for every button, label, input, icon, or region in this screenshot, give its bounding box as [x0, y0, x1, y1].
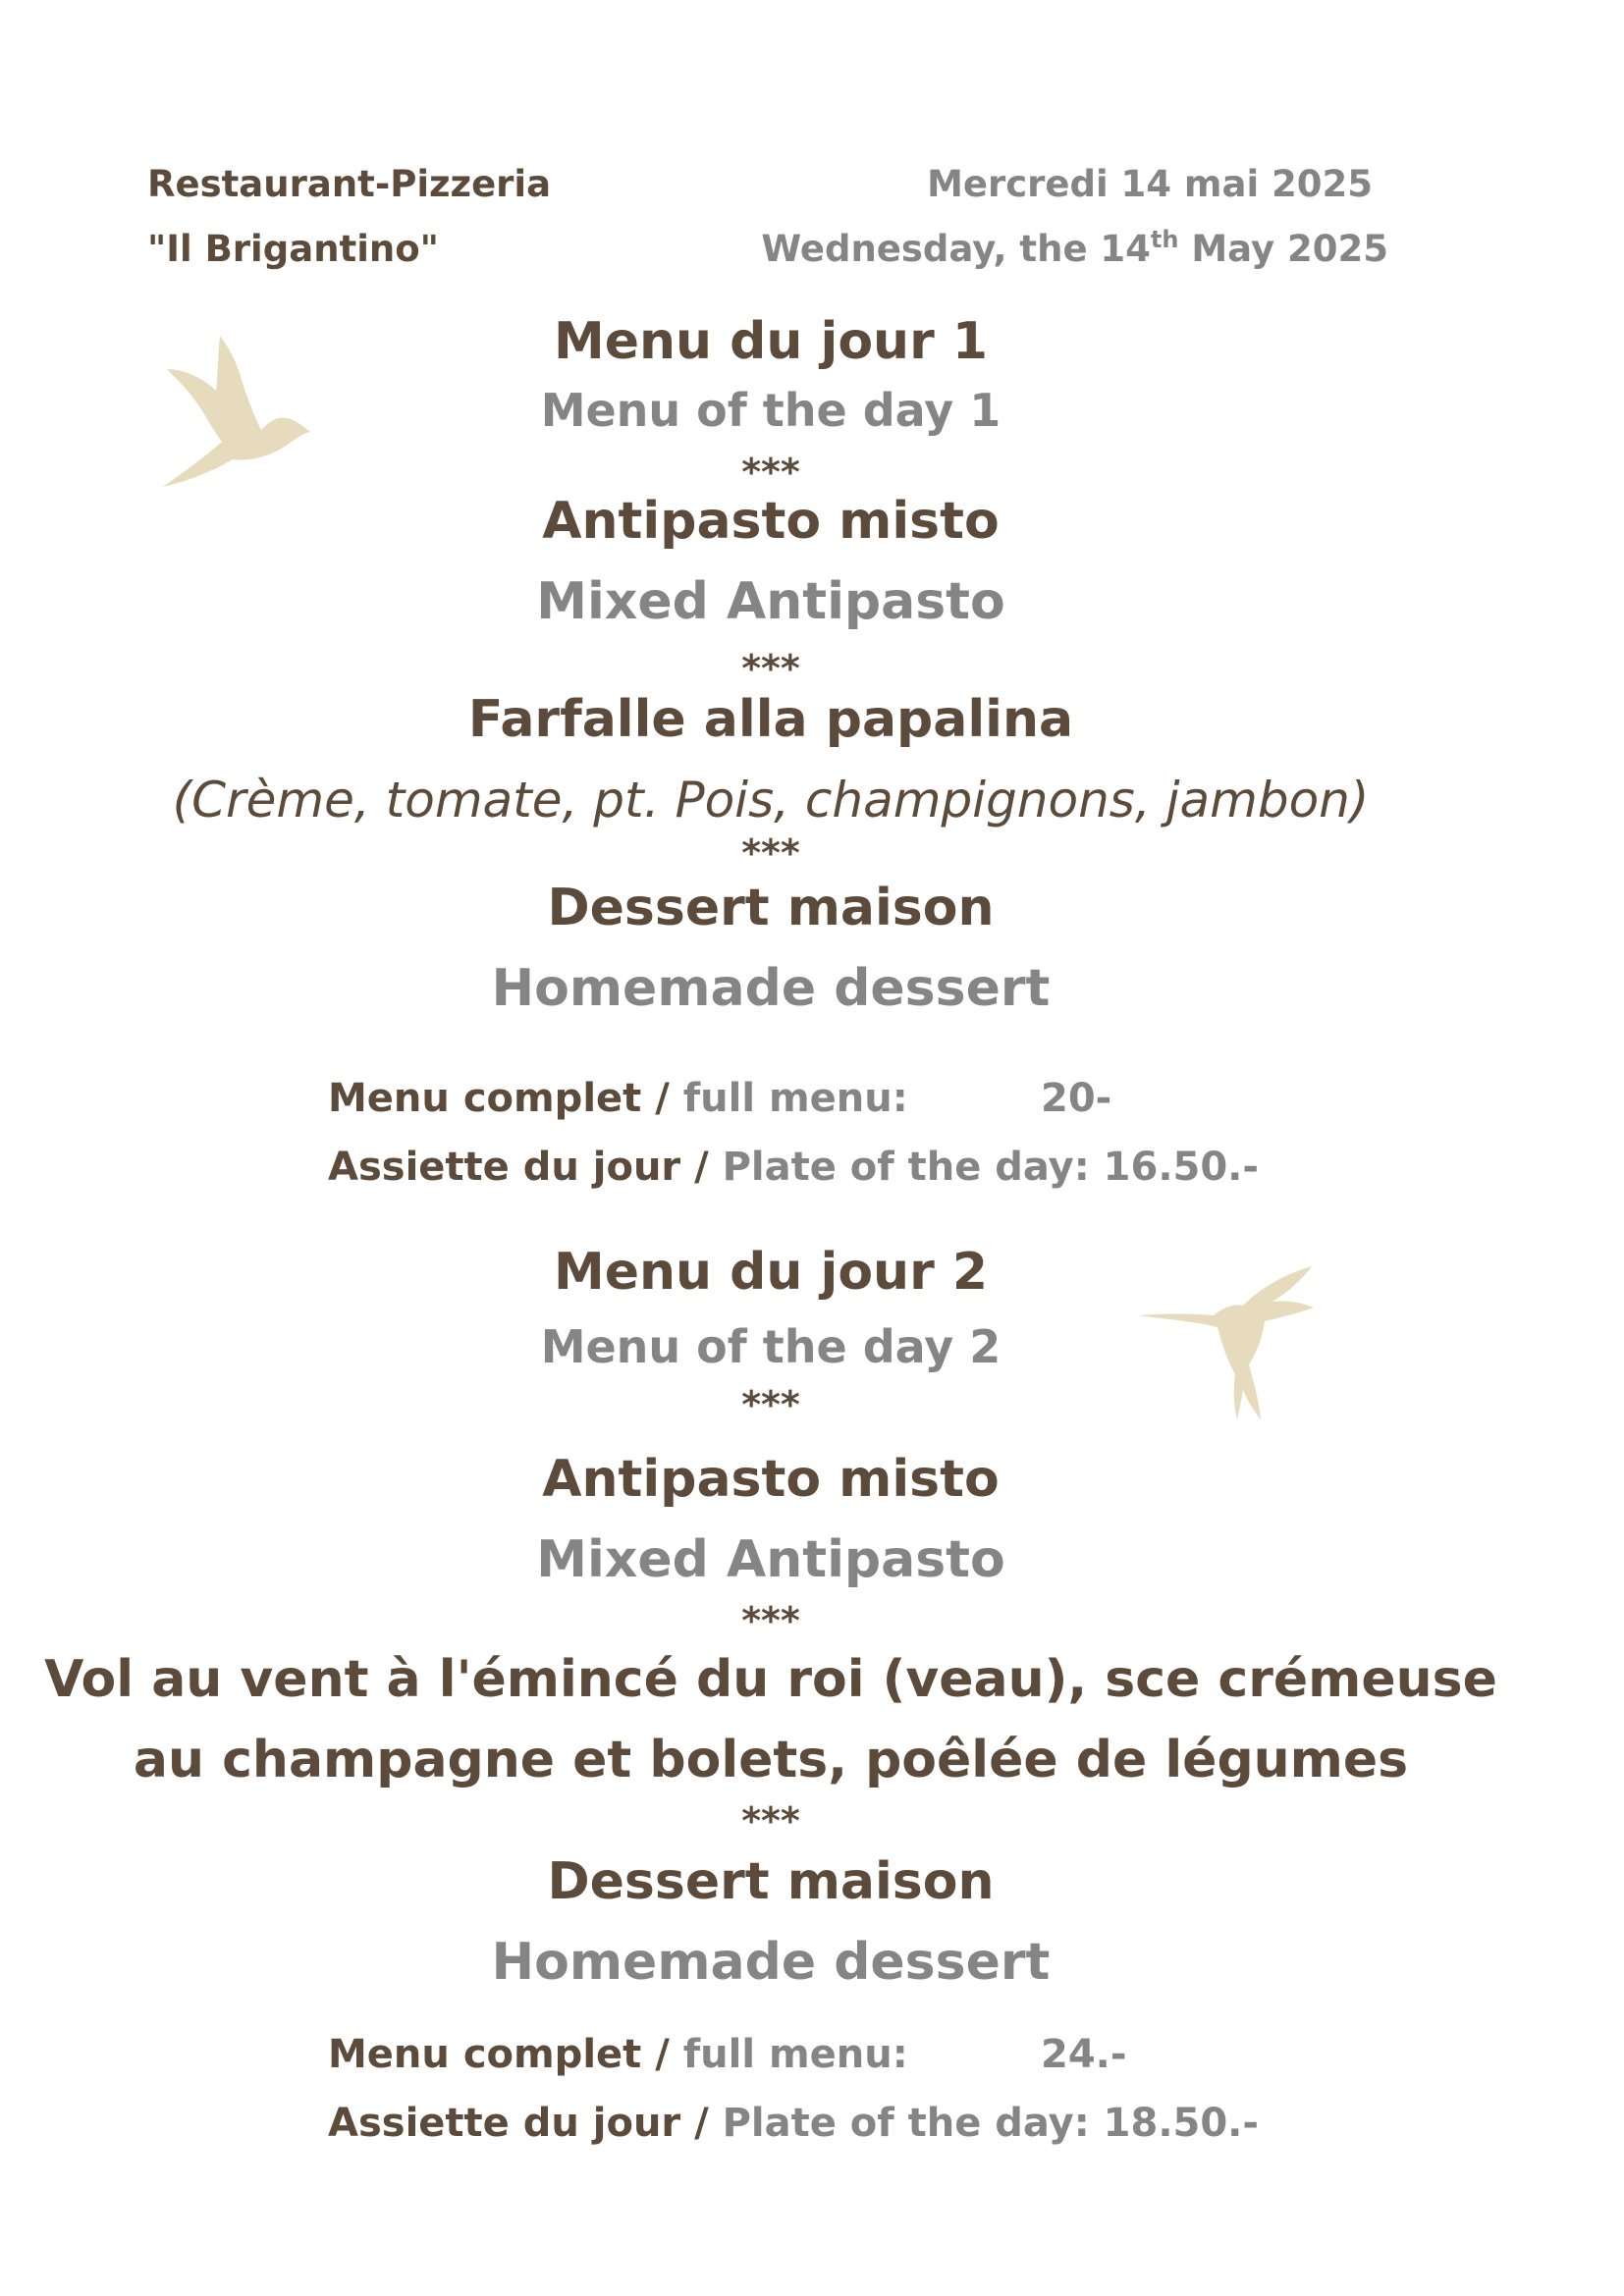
menu2-title-fr: Menu du jour 2: [554, 1243, 988, 1302]
menu2-starter-en: Mixed Antipasto: [536, 1530, 1005, 1589]
separator: ***: [741, 831, 800, 875]
menu1-full-price-row: [328, 1074, 908, 1123]
menu2-main-line1: Vol au vent à l'émincé du roi (veau), sce crémeuse: [44, 1650, 1497, 1709]
full-menu-label-en: full menu:: [682, 2032, 908, 2077]
full-menu-label-fr: Menu complet /: [328, 2032, 683, 2077]
menu2-full-price: 24.-: [1041, 2032, 1127, 2077]
date-french: Mercredi 14 mai 2025: [927, 163, 1373, 205]
menu2-main-line2: au champagne et bolets, poêlée de légumes: [133, 1731, 1409, 1789]
plate-label-en: Plate of the day:: [722, 1145, 1104, 1190]
separator: ***: [741, 647, 800, 690]
menu2-dessert-en: Homemade dessert: [491, 1933, 1051, 1992]
full-menu-label-en: full menu:: [682, 1076, 908, 1121]
plate-label-fr: Assiette du jour /: [328, 1145, 723, 1190]
menu2-full-price-row: [328, 2030, 908, 2079]
menu2-plate-price: 18.50.-: [1103, 2101, 1259, 2146]
restaurant-type: Restaurant-Pizzeria: [147, 163, 552, 205]
restaurant-name: "Il Brigantino": [147, 228, 439, 270]
full-menu-label-fr: Menu complet /: [328, 1076, 683, 1121]
menu2-plate-price-row: [328, 2099, 1259, 2148]
date-english: Wednesday, the 14th May 2025: [761, 226, 1388, 270]
plate-label-fr: Assiette du jour /: [328, 2101, 723, 2146]
menu1-title-fr: Menu du jour 1: [554, 312, 988, 371]
separator: ***: [741, 1799, 800, 1842]
menu1-starter-fr: Antipasto misto: [542, 492, 1000, 551]
menu2-starter-fr: Antipasto misto: [542, 1450, 1000, 1509]
menu1-dessert-fr: Dessert maison: [547, 879, 995, 937]
menu1-main-fr: Farfalle alla papalina: [467, 690, 1074, 749]
menu1-title-en: Menu of the day 1: [540, 384, 1001, 437]
menu1-starter-en: Mixed Antipasto: [536, 572, 1005, 631]
menu1-full-price: 20-: [1041, 1076, 1112, 1121]
menu1-main-note: (Crème, tomate, pt. Pois, champignons, jambon): [172, 772, 1370, 828]
menu1-plate-price-row: [328, 1143, 1259, 1192]
menu2-title-en: Menu of the day 2: [540, 1320, 1001, 1373]
separator: ***: [741, 1599, 800, 1642]
menu2-dessert-fr: Dessert maison: [547, 1852, 995, 1911]
menu1-dessert-en: Homemade dessert: [491, 959, 1051, 1018]
separator: ***: [741, 1383, 800, 1426]
menu1-plate-price: 16.50.-: [1103, 1145, 1259, 1190]
separator: ***: [741, 451, 800, 494]
plate-label-en: Plate of the day:: [722, 2101, 1104, 2146]
